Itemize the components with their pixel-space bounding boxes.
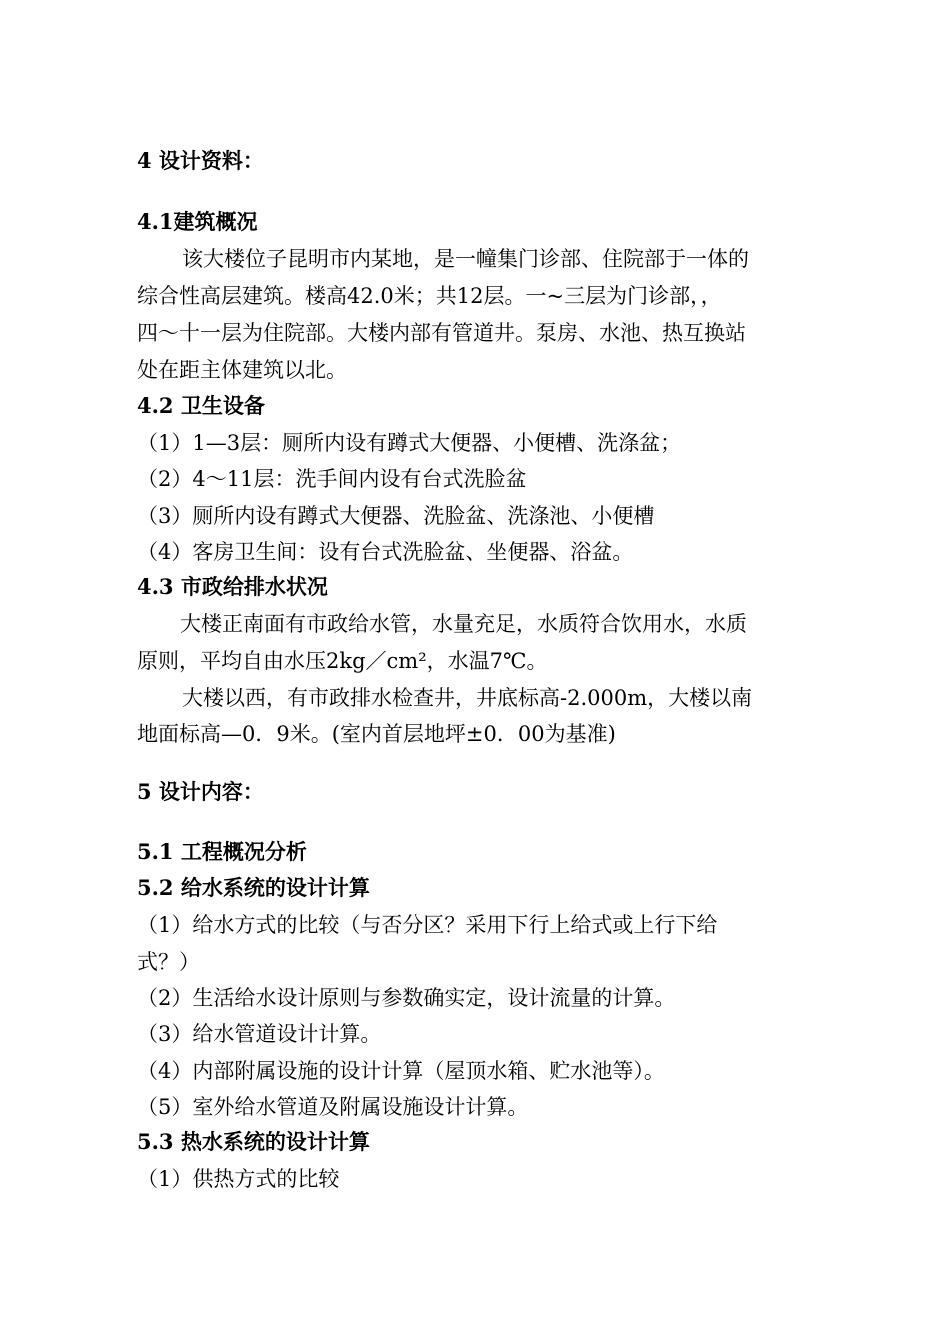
- paragraph-line: 该大楼位子昆明市内某地，是一幢集门诊部、住院部于一体的: [182, 247, 749, 271]
- list-item: （1）1—3层：厕所内设有蹲式大便器、小便槽、洗涤盆；: [137, 431, 682, 455]
- section-5-3-title: 5.3 热水系统的设计计算: [137, 1129, 370, 1154]
- paragraph-line: 原则，平均自由水压2kg／cm²，水温7℃。: [137, 649, 548, 673]
- list-item: （3）厕所内设有蹲式大便器、洗脸盆、洗涤池、小便槽: [137, 504, 655, 528]
- section-4-1-title: 4.1建筑概况: [137, 209, 258, 234]
- section-4-title: 4 设计资料：: [137, 148, 264, 173]
- section-4-3-title: 4.3 市政给排水状况: [137, 574, 328, 599]
- paragraph-line: 大楼正南面有市政给水管，水量充足，水质符合饮用水，水质: [180, 612, 747, 636]
- paragraph-line: 综合性高层建筑。楼高42.0米；共12层。一~三层为门诊部，，: [137, 284, 722, 308]
- section-4-2-title: 4.2 卫生设备: [137, 393, 265, 418]
- list-item: （4）客房卫生间：设有台式洗脸盆、坐便器、浴盆。: [137, 540, 634, 564]
- paragraph-line: 四～十一层为住院部。大楼内部有管道井。泵房、水池、热互换站: [137, 321, 746, 345]
- section-5-title: 5 设计内容：: [137, 779, 264, 804]
- paragraph-line: 处在距主体建筑以北。: [137, 358, 347, 382]
- list-item: （2）4～11层：洗手间内设有台式洗脸盆: [137, 467, 527, 491]
- paragraph-line: 大楼以西，有市政排水检查井，井底标高-2.000m，大楼以南: [182, 686, 753, 710]
- list-item: 式？）: [137, 950, 200, 974]
- paragraph-line: 地面标高—0．9米。(室内首层地坪±0．00为基准): [137, 722, 616, 746]
- list-item: （1）供热方式的比较: [137, 1167, 340, 1191]
- list-item: （5）室外给水管道及附属设施设计计算。: [137, 1095, 529, 1119]
- section-5-2-title: 5.2 给水系统的设计计算: [137, 875, 370, 900]
- section-5-1-title: 5.1 工程概况分析: [137, 839, 307, 864]
- list-item: （1）给水方式的比较（与否分区？采用下行上给式或上行下给: [137, 913, 718, 937]
- list-item: （3）给水管道设计计算。: [137, 1022, 382, 1046]
- list-item: （2）生活给水设计原则与参数确实定，设计流量的计算。: [137, 986, 676, 1010]
- list-item: （4）内部附属设施的设计计算（屋顶水箱、贮水池等）。: [137, 1059, 665, 1083]
